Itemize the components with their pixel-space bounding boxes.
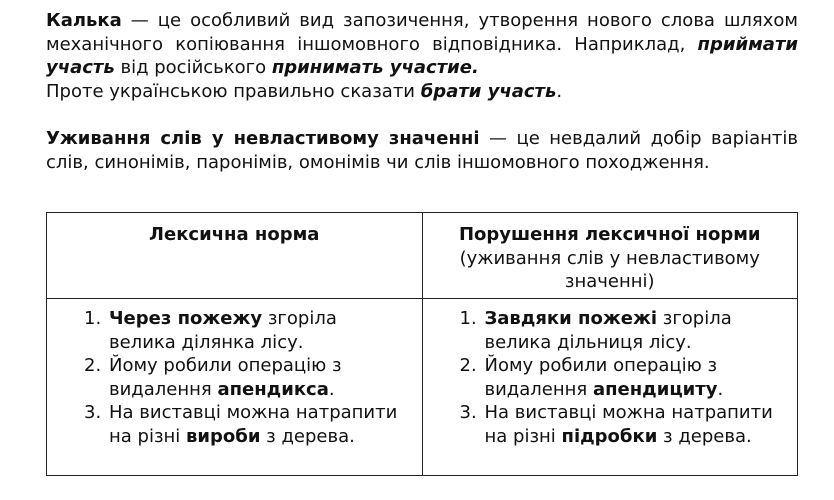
misuse-definition: — це невдалий добір варіантів слів, синонімів, паронімів, омонімів чи слів іншомовного походження. — [46, 128, 798, 173]
item-number: 3. — [459, 402, 477, 424]
header-norm-title: Лексична норма — [149, 224, 320, 245]
kalka-term: Калька — [46, 10, 122, 31]
item-text: На виставці можна натрапити на різні — [484, 402, 773, 447]
item-bold: вироби — [186, 425, 261, 447]
table-header-row — [47, 213, 798, 299]
list-item — [47, 354, 422, 401]
item-text: . — [717, 378, 724, 400]
item-text: з дерева. — [260, 425, 355, 447]
list-item — [47, 401, 422, 448]
header-violation-subtitle: (уживання слів у невластивому значенні) — [459, 247, 760, 293]
item-text: На виставці можна натрапити на різні — [109, 402, 398, 447]
item-number: 2. — [84, 355, 102, 377]
violation-cell — [422, 299, 798, 476]
correct-form: брати участь — [420, 80, 557, 102]
item-bold: апендициту — [592, 378, 718, 400]
example-russian: принимать участие. — [271, 57, 479, 79]
kalka-paragraph — [46, 9, 798, 103]
however-text: Проте українською правильно сказати — [46, 80, 421, 102]
item-number: 1. — [84, 308, 102, 329]
misuse-term: Уживання слів у невластивому значенні — [46, 128, 480, 149]
item-number: 1. — [459, 308, 477, 329]
item-text: з дерева. — [657, 425, 752, 447]
item-bold: Завдяки пожежі — [484, 308, 658, 329]
list-item — [47, 307, 422, 354]
header-norm — [47, 213, 423, 299]
kalka-definition: — це особливий вид запозичення, утворення нового слова шляхом механічного копіювання іншомовного відповідника. Наприклад, — [46, 10, 798, 55]
item-bold: підробки — [561, 425, 658, 447]
item-text: Йому робили операцію з видалення — [484, 355, 718, 400]
lexical-norm-table — [46, 212, 798, 476]
header-violation — [422, 213, 798, 299]
list-item — [423, 401, 798, 448]
item-number: 2. — [459, 355, 477, 377]
misuse-paragraph — [46, 127, 798, 174]
item-bold: Через пожежу — [109, 308, 263, 329]
item-bold: апендикса — [217, 378, 329, 400]
table-body-row — [47, 299, 798, 476]
item-text: згоріла велика дільниця лісу. — [484, 308, 732, 353]
list-item — [423, 354, 798, 401]
item-number: 3. — [84, 402, 102, 424]
header-violation-title: Порушення лексичної норми — [458, 224, 761, 245]
item-text: згоріла велика ділянка лісу. — [109, 308, 337, 353]
example-ukrainian: приймати участь — [46, 33, 798, 79]
norm-cell — [47, 299, 423, 476]
period: . — [556, 80, 563, 102]
list-item — [423, 307, 798, 354]
item-text: Йому робили операцію з видалення — [109, 355, 342, 400]
from-russian-text: від російського — [114, 57, 272, 79]
violation-list — [423, 299, 798, 449]
item-text: . — [328, 378, 335, 400]
norm-list — [47, 299, 422, 449]
